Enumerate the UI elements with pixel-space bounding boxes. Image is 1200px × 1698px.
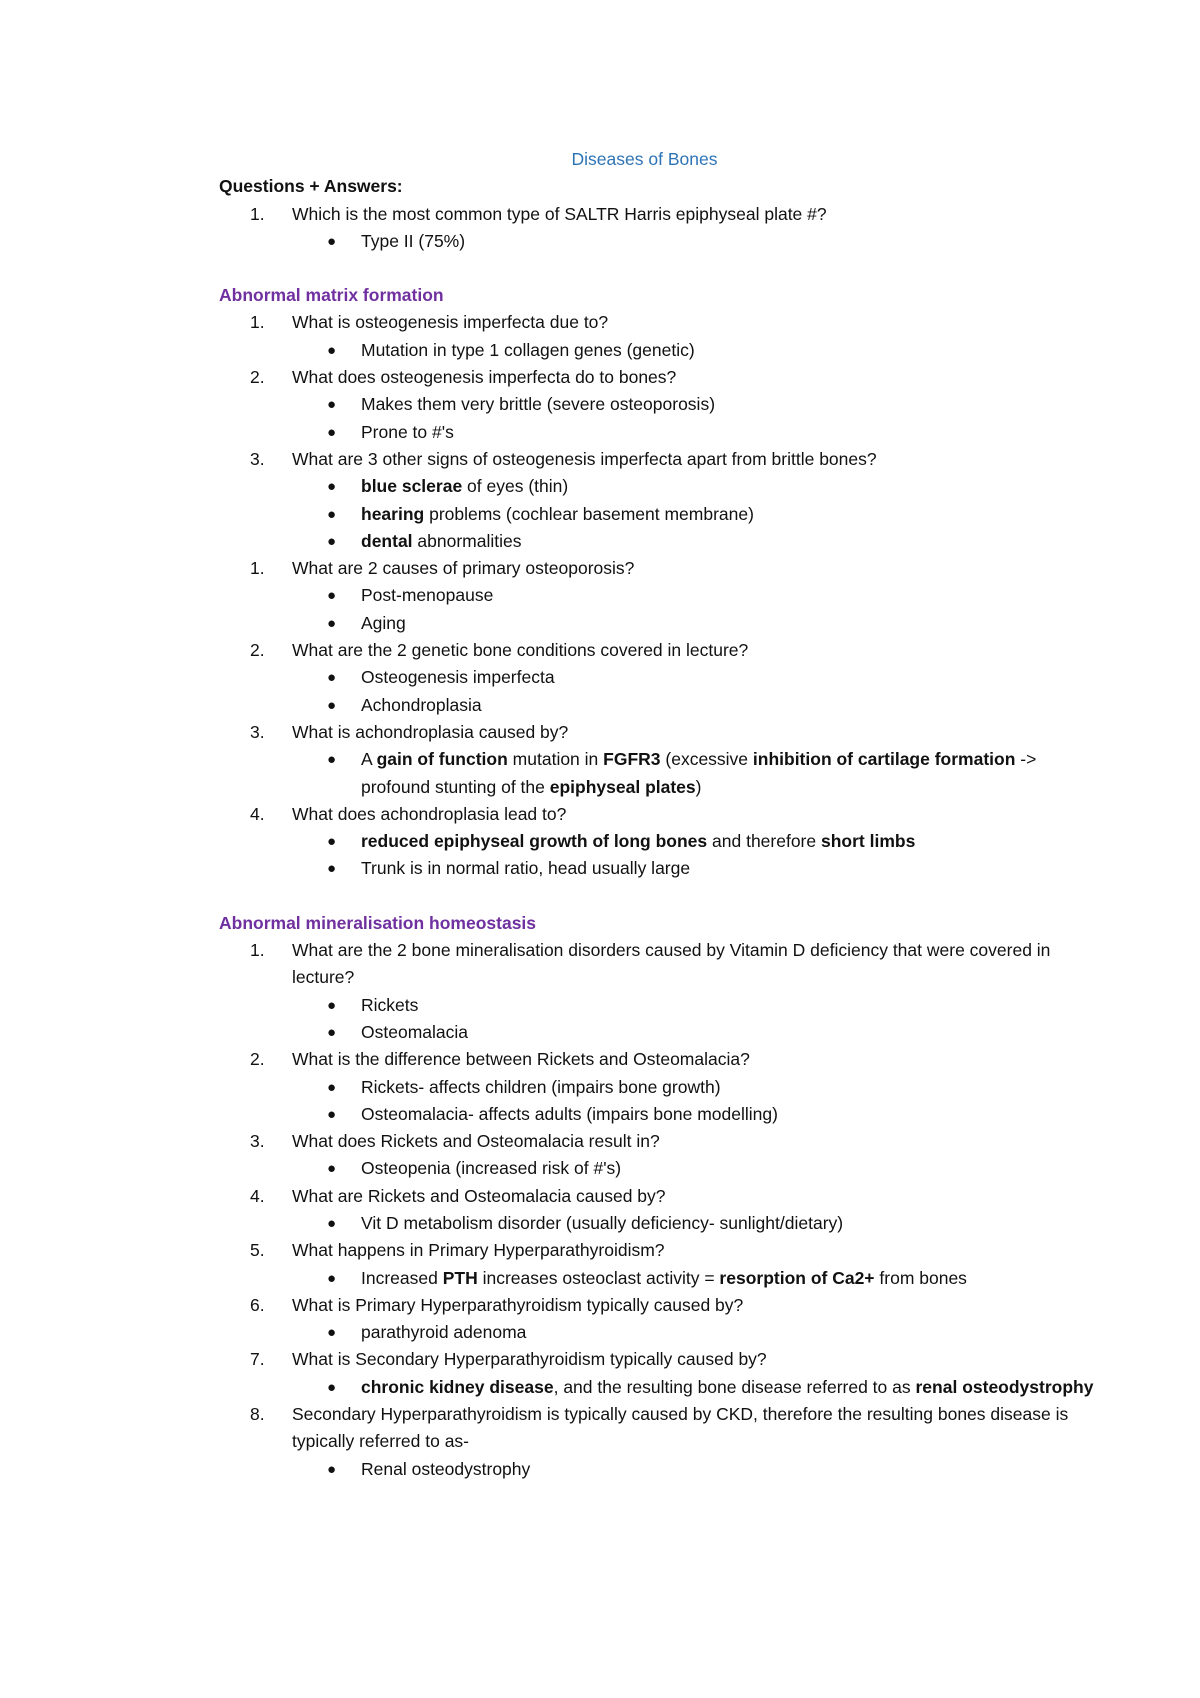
question-text: What does Rickets and Osteomalacia result in? — [292, 1131, 660, 1152]
bullet-icon: ● — [327, 1378, 337, 1396]
answer-bold-text: inhibition of cartilage formation — [752, 749, 1016, 770]
answer-text-segment: Osteomalacia- affects adults (impairs bone modelling) — [361, 1103, 778, 1124]
section-heading: Abnormal mineralisation homeostasis — [219, 912, 537, 933]
answer-text-segment: of eyes (thin) — [462, 476, 569, 497]
answer-bold-text: gain of function — [376, 749, 508, 770]
answer-bullet-item — [219, 1074, 1100, 1101]
answer-text — [361, 992, 1100, 1019]
bullet-icon: ● — [327, 396, 337, 414]
answer-bullet-item — [219, 1319, 1100, 1346]
question-text: What is achondroplasia caused by? — [292, 721, 569, 742]
section — [219, 910, 1100, 1483]
answer-bold-text: chronic kidney disease — [361, 1376, 554, 1397]
question-item — [219, 446, 1100, 473]
question-item — [219, 309, 1100, 336]
answer-text — [361, 610, 1100, 637]
question-number: 5. — [250, 1240, 265, 1261]
answer-text — [361, 1319, 1100, 1346]
section-heading: Abnormal matrix formation — [219, 285, 444, 306]
answer-bold-text: resorption of Ca2+ — [719, 1267, 875, 1288]
answer-text-segment: , and the resulting bone disease referred to as — [553, 1376, 916, 1397]
bullet-icon: ● — [327, 341, 337, 359]
question-item — [219, 1346, 1100, 1373]
question-text: What is the difference between Rickets and Osteomalacia? — [292, 1049, 750, 1070]
answer-text-segment: Osteopenia (increased risk of #'s) — [361, 1158, 622, 1179]
question-text: What are the 2 genetic bone conditions covered in lecture? — [292, 640, 749, 661]
answer-bold-text: reduced epiphyseal growth of long bones — [361, 831, 708, 852]
answer-bullet-item — [219, 692, 1100, 719]
answer-bullet-item — [219, 1456, 1100, 1483]
answer-text — [361, 855, 1100, 882]
bullet-icon: ● — [327, 860, 337, 878]
bullet-icon: ● — [327, 1160, 337, 1178]
question-item — [219, 719, 1100, 746]
bullet-icon: ● — [327, 505, 337, 523]
question-text: What does osteogenesis imperfecta do to bones? — [292, 367, 677, 388]
answer-bullet-item — [219, 1265, 1100, 1292]
document-body — [219, 201, 1100, 1483]
answer-text-segment: Mutation in type 1 collagen genes (genetic) — [361, 339, 695, 360]
question-text: What is osteogenesis imperfecta due to? — [292, 312, 609, 333]
answer-bold-text: epiphyseal plates — [549, 776, 696, 797]
answer-bullet-item — [219, 501, 1100, 528]
answer-text-segment: Aging — [361, 612, 406, 633]
question-number: 8. — [250, 1404, 265, 1425]
answer-bullet-item — [219, 1019, 1100, 1046]
question-text: Which is the most common type of SALTR Harris epiphyseal plate #? — [292, 203, 827, 224]
answer-bullet-item — [219, 419, 1100, 446]
bullet-icon: ● — [327, 1078, 337, 1096]
answer-text — [361, 746, 1100, 801]
answer-text — [361, 1210, 1100, 1237]
answer-bold-text: hearing — [361, 503, 425, 524]
answer-text — [361, 1155, 1100, 1182]
question-text: What is Primary Hyperparathyroidism typically caused by? — [292, 1294, 744, 1315]
question-number: 3. — [250, 1131, 265, 1152]
answer-text-segment: Post-menopause — [361, 585, 494, 606]
answer-text — [361, 1101, 1100, 1128]
question-item — [219, 201, 1100, 228]
document-title: Diseases of Bones — [571, 149, 718, 169]
answer-text — [361, 391, 1100, 418]
question-text: Secondary Hyperparathyroidism is typically caused by CKD, therefore the resulting bones disease is typically referred to as- — [292, 1404, 1069, 1452]
question-number: 3. — [250, 448, 265, 469]
answer-bold-text: FGFR3 — [603, 749, 661, 770]
answer-text-segment: ) — [695, 776, 702, 797]
bullet-icon: ● — [327, 587, 337, 605]
question-number: 1. — [250, 558, 265, 579]
question-item — [219, 1046, 1100, 1073]
answer-text — [361, 1019, 1100, 1046]
question-item — [219, 1183, 1100, 1210]
bullet-icon: ● — [327, 696, 337, 714]
bullet-icon: ● — [327, 1023, 337, 1041]
bullet-icon: ● — [327, 1269, 337, 1287]
answer-text-segment: Trunk is in normal ratio, head usually large — [361, 858, 691, 879]
answer-text-segment: and therefore — [707, 831, 821, 852]
answer-bold-text: renal osteodystrophy — [915, 1376, 1094, 1397]
bullet-icon: ● — [327, 614, 337, 632]
answer-text — [361, 473, 1100, 500]
question-number: 1. — [250, 312, 265, 333]
question-item — [219, 1128, 1100, 1155]
bullet-icon: ● — [327, 423, 337, 441]
answer-bullet-item — [219, 992, 1100, 1019]
questions-answers-label: Questions + Answers: — [219, 176, 403, 197]
answer-text-segment: Osteomalacia — [361, 1021, 468, 1042]
question-number: 4. — [250, 1185, 265, 1206]
question-number: 3. — [250, 721, 265, 742]
answer-text — [361, 582, 1100, 609]
answer-bullet-item — [219, 746, 1100, 801]
answer-text — [361, 1374, 1100, 1401]
answer-text-segment: Makes them very brittle (severe osteoporosis) — [361, 394, 716, 415]
question-item — [219, 637, 1100, 664]
question-number: 6. — [250, 1294, 265, 1315]
answer-text-segment: parathyroid adenoma — [361, 1322, 527, 1343]
answer-text-segment: Vit D metabolism disorder (usually deficiency- sunlight/dietary) — [361, 1212, 844, 1233]
question-item — [219, 364, 1100, 391]
answer-text — [361, 1456, 1100, 1483]
bullet-icon: ● — [327, 232, 337, 250]
bullet-icon: ● — [327, 669, 337, 687]
section — [219, 201, 1100, 256]
question-text: What are Rickets and Osteomalacia caused by? — [292, 1185, 666, 1206]
answer-bullet-item — [219, 1101, 1100, 1128]
answer-bullet-item — [219, 1210, 1100, 1237]
question-text: What are 3 other signs of osteogenesis imperfecta apart from brittle bones? — [292, 448, 877, 469]
answer-text-segment: abnormalities — [412, 530, 522, 551]
answer-bullet-item — [219, 228, 1100, 255]
bullet-icon: ● — [327, 1324, 337, 1342]
answer-text — [361, 228, 1100, 255]
question-item — [219, 937, 1100, 992]
question-number: 2. — [250, 367, 265, 388]
question-item — [219, 1401, 1100, 1456]
answer-bold-text: PTH — [442, 1267, 478, 1288]
question-number: 1. — [250, 940, 265, 961]
answer-bold-text: short limbs — [820, 831, 916, 852]
question-item — [219, 1292, 1100, 1319]
answer-bold-text: dental — [361, 530, 413, 551]
question-text: What is Secondary Hyperparathyroidism typically caused by? — [292, 1349, 767, 1370]
answer-text-segment: from bones — [874, 1267, 967, 1288]
question-number: 4. — [250, 803, 265, 824]
answer-text-segment: Prone to #'s — [361, 421, 454, 442]
answer-text — [361, 664, 1100, 691]
question-text: What happens in Primary Hyperparathyroidism? — [292, 1240, 665, 1261]
question-text: What are 2 causes of primary osteoporosis? — [292, 558, 635, 579]
bullet-icon: ● — [327, 996, 337, 1014]
bullet-icon: ● — [327, 1460, 337, 1478]
answer-text — [361, 828, 1100, 855]
bullet-icon: ● — [327, 1105, 337, 1123]
answer-text-segment: Achondroplasia — [361, 694, 482, 715]
answer-text — [361, 1074, 1100, 1101]
answer-text-segment: Osteogenesis imperfecta — [361, 667, 555, 688]
answer-text-segment: A — [361, 749, 377, 770]
answer-text — [361, 692, 1100, 719]
answer-text-segment: Type II (75%) — [361, 230, 466, 251]
question-number: 2. — [250, 1049, 265, 1070]
answer-bullet-item — [219, 828, 1100, 855]
question-item — [219, 1237, 1100, 1264]
answer-text — [361, 501, 1100, 528]
bullet-icon: ● — [327, 1214, 337, 1232]
answer-text-segment: Renal osteodystrophy — [361, 1458, 531, 1479]
answer-text-segment: mutation in — [507, 749, 604, 770]
question-number: 7. — [250, 1349, 265, 1370]
answer-text-segment: increases osteoclast activity = — [477, 1267, 720, 1288]
answer-text-segment: (excessive — [660, 749, 753, 770]
question-item — [219, 801, 1100, 828]
answer-bullet-item — [219, 391, 1100, 418]
section — [219, 282, 1100, 883]
answer-bullet-item — [219, 473, 1100, 500]
question-text: What does achondroplasia lead to? — [292, 803, 567, 824]
question-number: 2. — [250, 640, 265, 661]
bullet-icon: ● — [327, 833, 337, 851]
answer-text — [361, 528, 1100, 555]
bullet-icon: ● — [327, 751, 337, 769]
bullet-icon: ● — [327, 532, 337, 550]
answer-bullet-item — [219, 528, 1100, 555]
answer-bullet-item — [219, 337, 1100, 364]
question-number: 1. — [250, 203, 265, 224]
answer-text-segment: Increased — [361, 1267, 443, 1288]
answer-text-segment: problems (cochlear basement membrane) — [424, 503, 754, 524]
answer-bullet-item — [219, 664, 1100, 691]
answer-text — [361, 337, 1100, 364]
answer-text-segment: Rickets- affects children (impairs bone growth) — [361, 1076, 721, 1097]
answer-bullet-item — [219, 1374, 1100, 1401]
question-item — [219, 555, 1100, 582]
answer-text — [361, 1265, 1100, 1292]
answer-text-segment: Rickets — [361, 994, 419, 1015]
answer-bullet-item — [219, 855, 1100, 882]
bullet-icon: ● — [327, 478, 337, 496]
answer-bold-text: blue sclerae — [361, 476, 463, 497]
answer-bullet-item — [219, 610, 1100, 637]
question-text: What are the 2 bone mineralisation disorders caused by Vitamin D deficiency that were covered in lecture? — [292, 940, 1051, 988]
answer-text-segment: -> profound stunting of the — [361, 749, 1037, 797]
answer-bullet-item — [219, 582, 1100, 609]
answer-bullet-item — [219, 1155, 1100, 1182]
answer-text — [361, 419, 1100, 446]
